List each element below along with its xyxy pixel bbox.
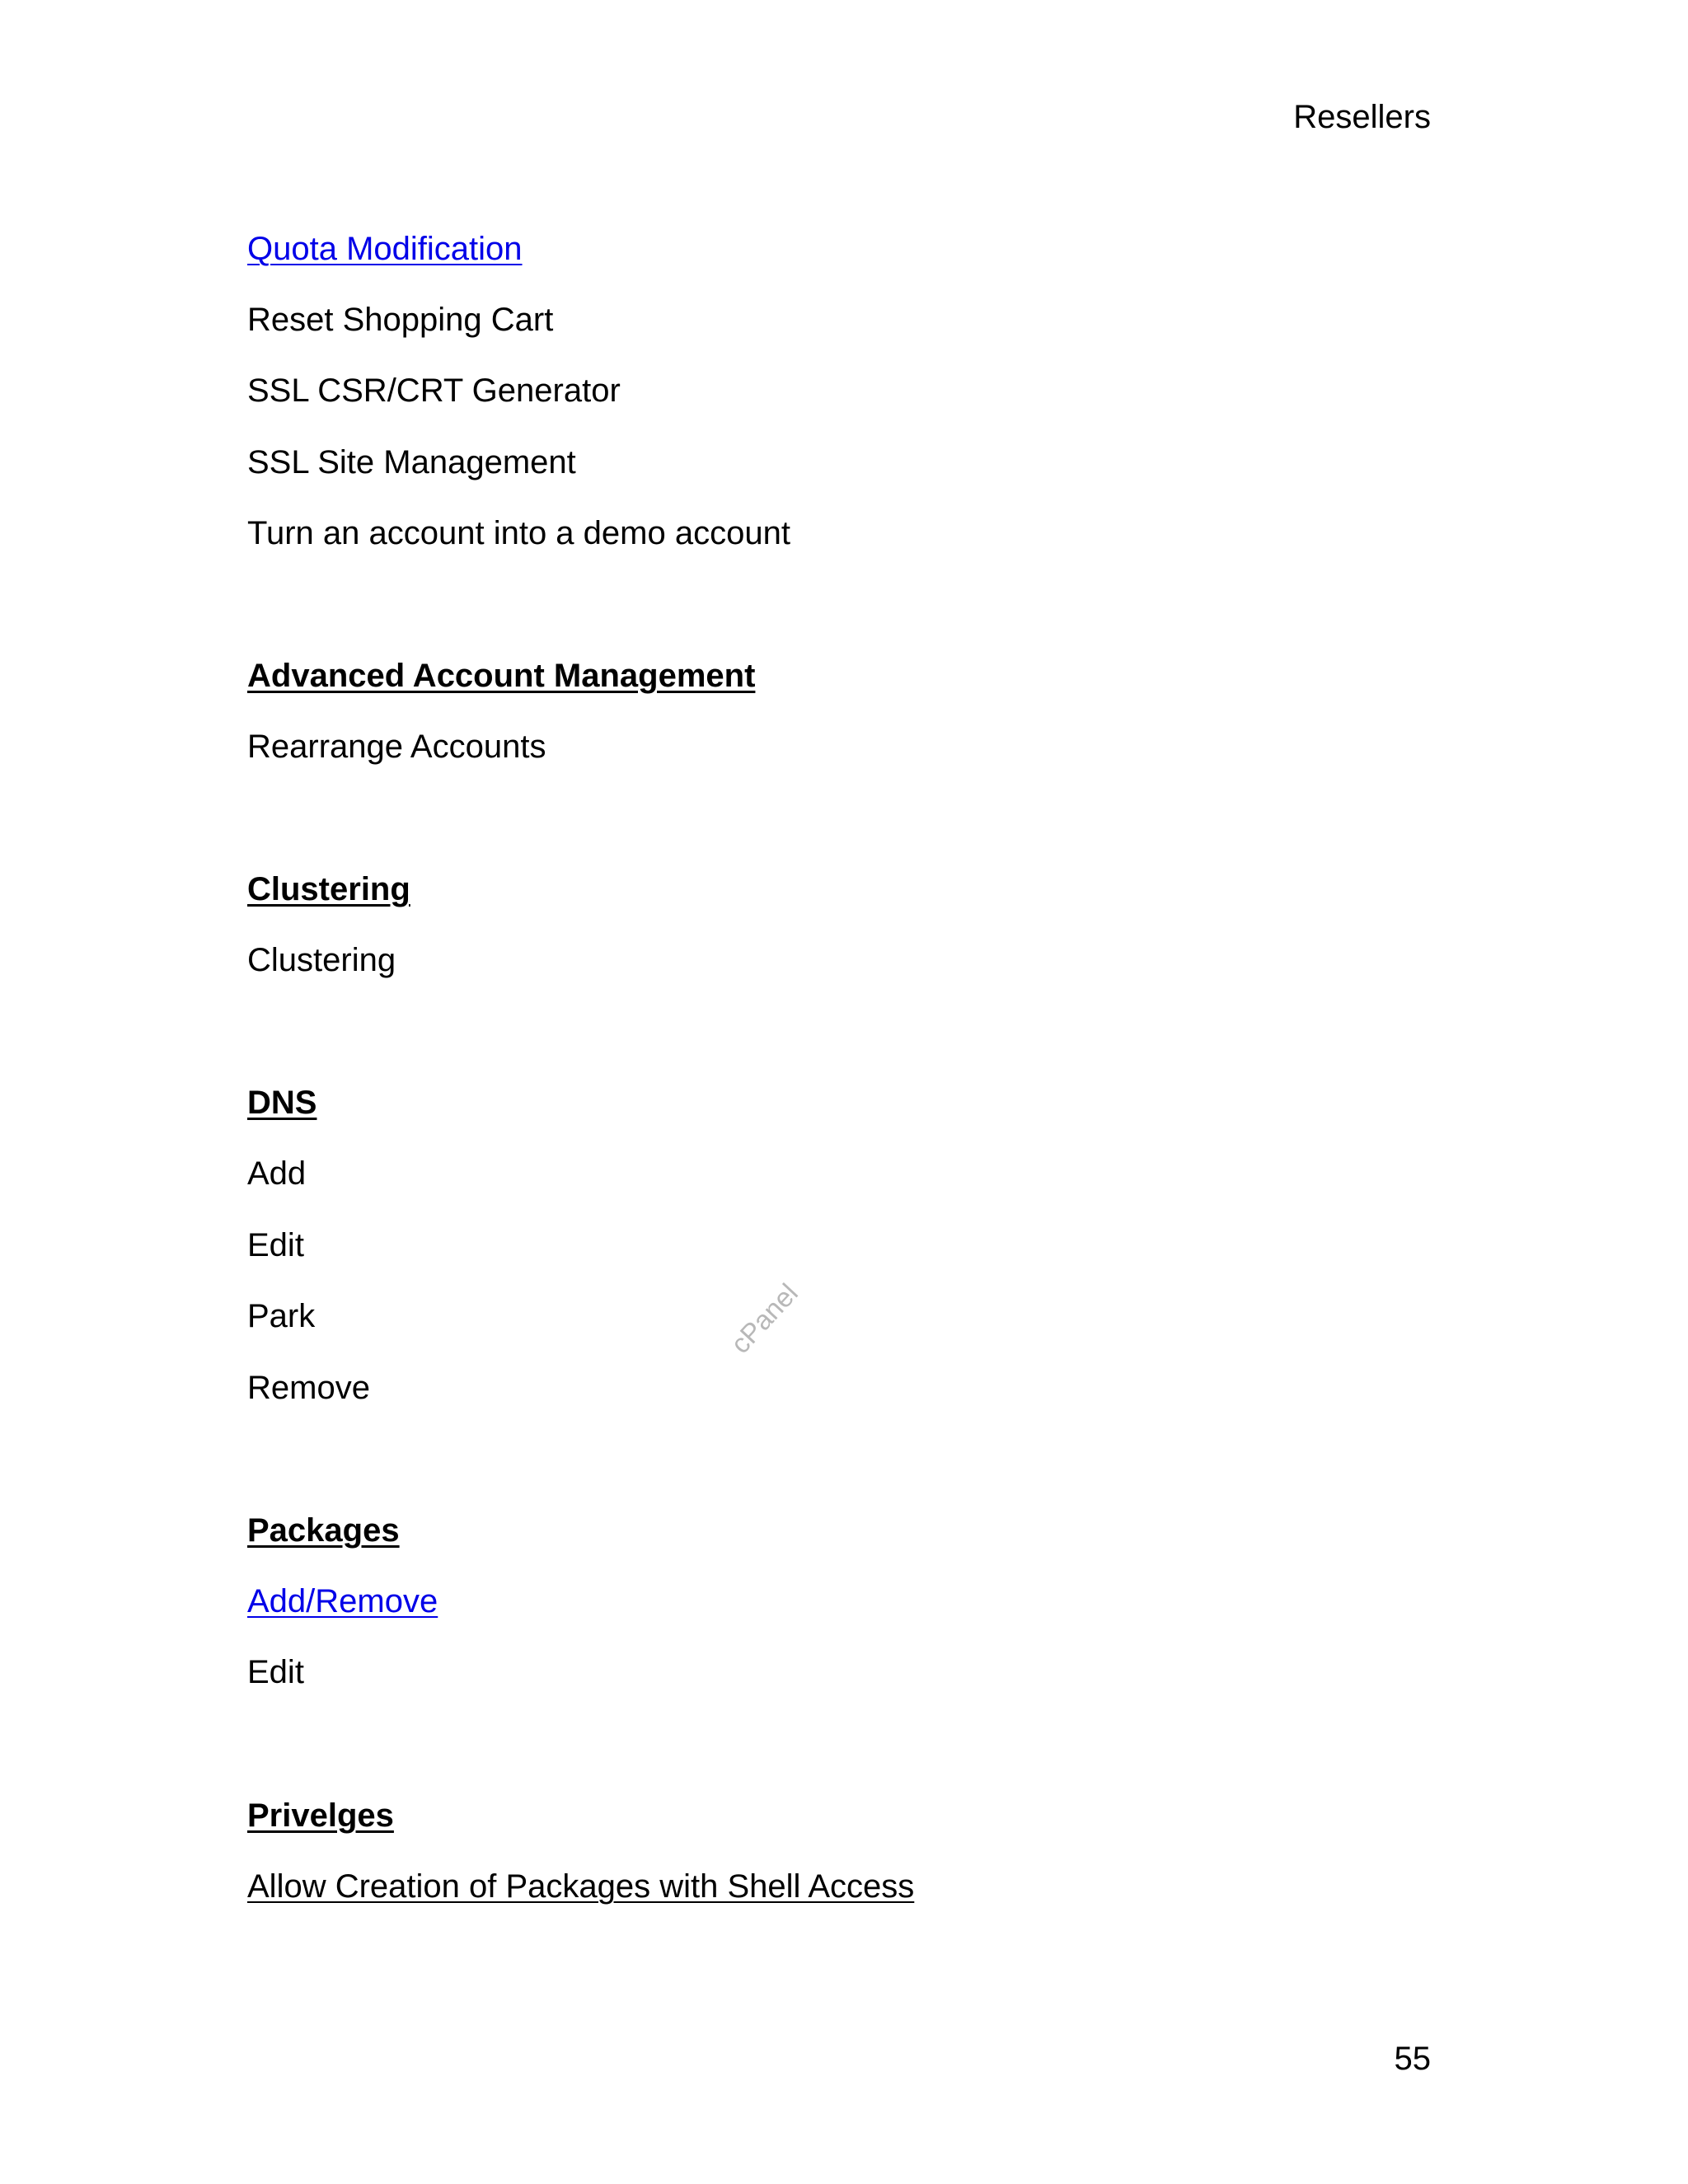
list-item: Clustering xyxy=(247,942,396,978)
list-item: SSL CSR/CRT Generator xyxy=(247,373,621,409)
watermark: cPanel xyxy=(724,1277,804,1360)
section-heading-packages: Packages xyxy=(247,1512,400,1549)
page-header-title: Resellers xyxy=(1293,99,1431,135)
list-item: Reset Shopping Cart xyxy=(247,302,554,338)
section-heading-clustering: Clustering xyxy=(247,871,410,907)
list-item: Allow Creation of Packages with Shell Access xyxy=(247,1868,915,1905)
page-number: 55 xyxy=(1394,2041,1431,2077)
list-item: SSL Site Management xyxy=(247,444,576,480)
list-item: Remove xyxy=(247,1370,370,1406)
list-item: Park xyxy=(247,1298,316,1334)
section-heading-privelges: Privelges xyxy=(247,1797,394,1834)
section-heading-advanced-account-management: Advanced Account Management xyxy=(247,658,756,694)
add-remove-link[interactable]: Add/Remove xyxy=(247,1583,438,1619)
section-heading-dns: DNS xyxy=(247,1085,317,1121)
list-item: Add xyxy=(247,1155,307,1192)
list-item: Rearrange Accounts xyxy=(247,729,546,765)
list-item: Turn an account into a demo account xyxy=(247,515,790,551)
list-item: Edit xyxy=(247,1654,304,1690)
list-item: Edit xyxy=(247,1227,304,1263)
quota-modification-link[interactable]: Quota Modification xyxy=(247,231,523,267)
